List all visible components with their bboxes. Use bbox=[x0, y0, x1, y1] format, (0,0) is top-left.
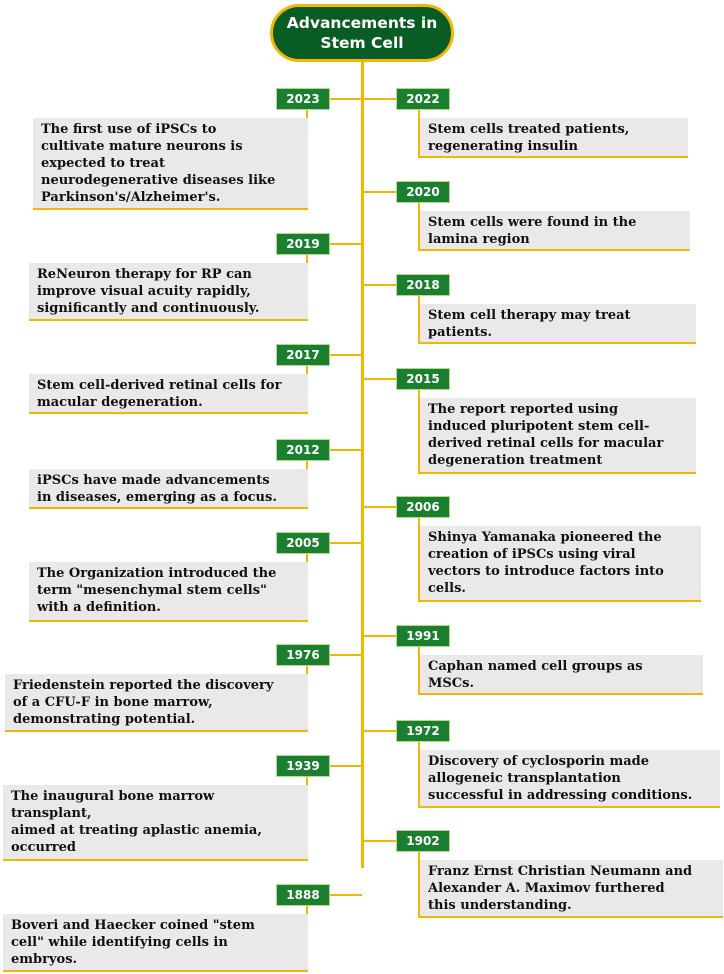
year-badge-1902: 1902 bbox=[396, 830, 450, 852]
event-box-1902: Franz Ernst Christian Neumann and Alexander A. Maximov furthered this understanding. bbox=[420, 860, 723, 918]
connector-line bbox=[364, 506, 396, 508]
connector-line bbox=[330, 765, 362, 767]
year-badge-2022: 2022 bbox=[396, 88, 450, 110]
connector-line bbox=[330, 98, 362, 100]
connector-line bbox=[330, 243, 362, 245]
year-badge-1972: 1972 bbox=[396, 720, 450, 742]
timeline-spine bbox=[361, 58, 364, 868]
event-box-2019: ReNeuron therapy for RP can improve visual acuity rapidly, significantly and continuously. bbox=[29, 263, 308, 321]
year-badge-2019: 2019 bbox=[276, 233, 330, 255]
event-box-2017: Stem cell-derived retinal cells for macular degeneration. bbox=[29, 374, 308, 414]
year-badge-2006: 2006 bbox=[396, 496, 450, 518]
year-badge-1991: 1991 bbox=[396, 625, 450, 647]
year-badge-1976: 1976 bbox=[276, 644, 330, 666]
event-box-1939: The inaugural bone marrow transplant, aimed at treating aplastic anemia, occurred bbox=[3, 785, 308, 861]
year-badge-2017: 2017 bbox=[276, 344, 330, 366]
event-box-2015: The report reported using induced pluripotent stem cell- derived retinal cells for macular degeneration treatment bbox=[420, 398, 696, 474]
year-badge-2018: 2018 bbox=[396, 274, 450, 296]
diagram-title: Advancements in Stem Cell bbox=[270, 4, 454, 62]
event-box-1888: Boveri and Haecker coined "stem cell" while identifying cells in embryos. bbox=[3, 914, 308, 972]
year-badge-2015: 2015 bbox=[396, 368, 450, 390]
connector-line bbox=[364, 378, 396, 380]
connector-line bbox=[330, 542, 362, 544]
year-badge-2023: 2023 bbox=[276, 88, 330, 110]
event-box-1972: Discovery of cyclosporin made allogeneic transplantation successful in addressing conditions. bbox=[420, 750, 720, 808]
connector-line bbox=[330, 354, 362, 356]
connector-line bbox=[364, 284, 396, 286]
year-badge-2020: 2020 bbox=[396, 181, 450, 203]
event-box-1991: Caphan named cell groups as MSCs. bbox=[420, 655, 703, 695]
event-box-2005: The Organization introduced the term "mesenchymal stem cells" with a definition. bbox=[29, 562, 308, 622]
connector-line bbox=[364, 840, 396, 842]
year-badge-2005: 2005 bbox=[276, 532, 330, 554]
connector-line bbox=[364, 730, 396, 732]
connector-line bbox=[330, 449, 362, 451]
year-badge-1939: 1939 bbox=[276, 755, 330, 777]
event-box-2020: Stem cells were found in the lamina region bbox=[420, 211, 690, 251]
event-box-2022: Stem cells treated patients, regenerating insulin bbox=[420, 118, 688, 158]
event-box-2018: Stem cell therapy may treat patients. bbox=[420, 304, 696, 344]
connector-line bbox=[330, 654, 362, 656]
event-box-2012: iPSCs have made advancements in diseases, emerging as a focus. bbox=[29, 469, 308, 509]
connector-line bbox=[364, 191, 396, 193]
year-badge-2012: 2012 bbox=[276, 439, 330, 461]
connector-line bbox=[364, 98, 396, 100]
connector-line bbox=[364, 635, 396, 637]
event-box-2023: The first use of iPSCs to cultivate mature neurons is expected to treat neurodegenerative diseases like Parkinson's/Alzheimer's. bbox=[33, 118, 308, 210]
event-box-2006: Shinya Yamanaka pioneered the creation of iPSCs using viral vectors to introduce factors into cells. bbox=[420, 526, 701, 602]
year-badge-1888: 1888 bbox=[276, 884, 330, 906]
connector-line bbox=[330, 894, 362, 896]
event-box-1976: Friedenstein reported the discovery of a CFU-F in bone marrow, demonstrating potential. bbox=[5, 674, 308, 732]
